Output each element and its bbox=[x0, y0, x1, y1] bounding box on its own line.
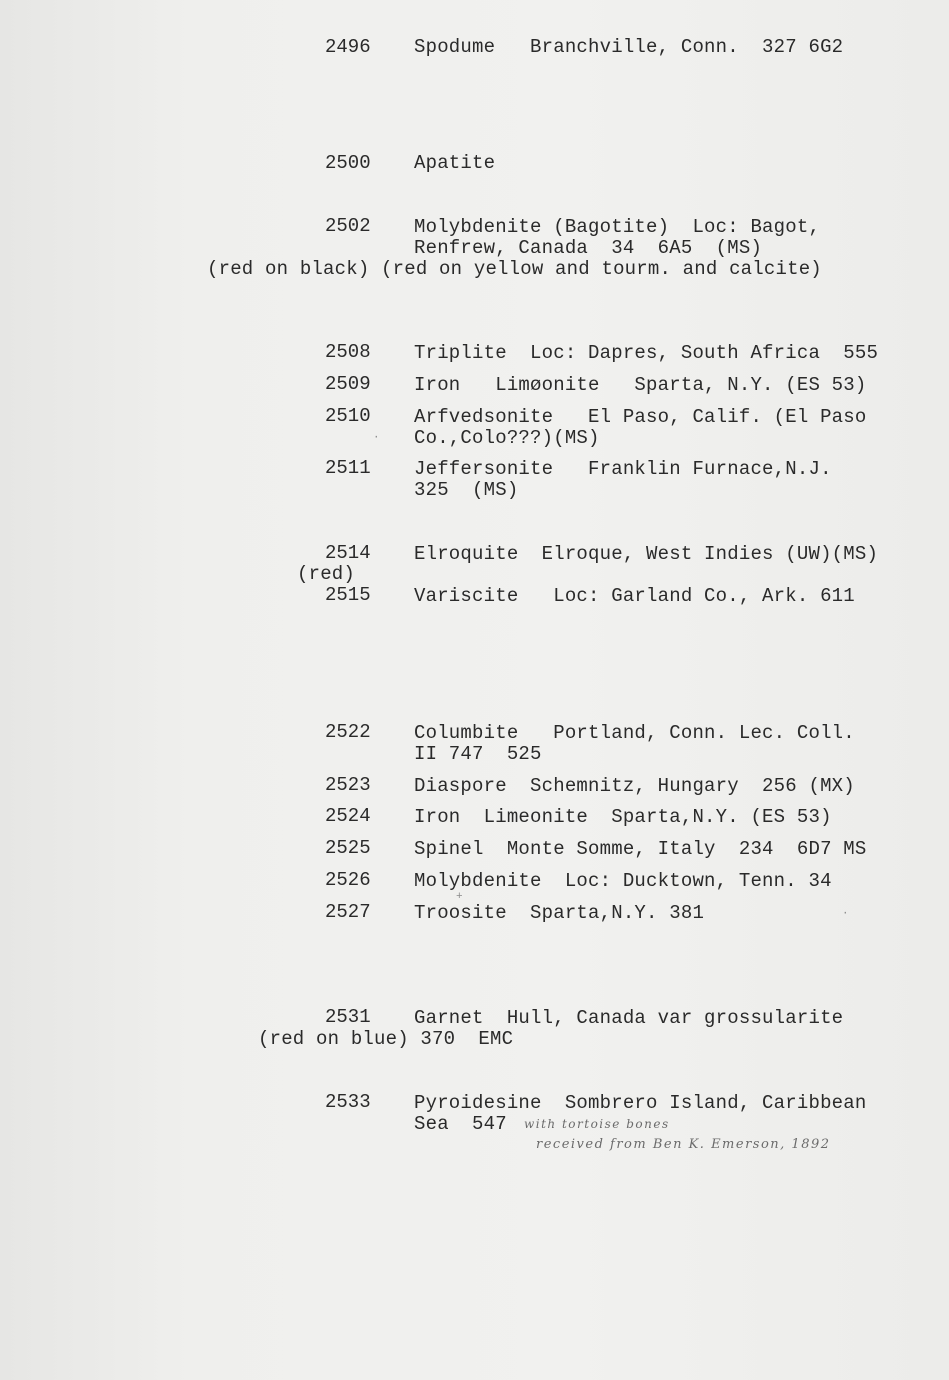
entry-text: Apatite bbox=[414, 152, 496, 174]
entry-text: Spinel Monte Somme, Italy 234 6D7 MS bbox=[414, 838, 867, 860]
entry-text-continued: 325 (MS) bbox=[414, 479, 519, 501]
entry-text: Molybdenite Loc: Ducktown, Tenn. 34 bbox=[414, 870, 832, 892]
entry-number: 2511 bbox=[325, 457, 371, 479]
entry-text: Variscite Loc: Garland Co., Ark. 611 bbox=[414, 585, 855, 607]
entry-number: 2510 bbox=[325, 405, 371, 427]
entry-text: Diaspore Schemnitz, Hungary 256 (MX) bbox=[414, 775, 855, 797]
entry-number: 2496 bbox=[325, 36, 371, 58]
entry-text: Garnet Hull, Canada var grossularite bbox=[414, 1007, 844, 1029]
entry-text-continued: Co.,Colo???)(MS) bbox=[414, 427, 600, 449]
entry-text: Jeffersonite Franklin Furnace,N.J. bbox=[414, 458, 832, 480]
entry-number: 2515 bbox=[325, 584, 371, 606]
entry-number: 2525 bbox=[325, 837, 371, 859]
stray-mark: · bbox=[373, 432, 380, 444]
stray-mark: · bbox=[842, 908, 849, 920]
entry-text: Spodume Branchville, Conn. 327 6G2 bbox=[414, 36, 844, 58]
entry-number: 2502 bbox=[325, 215, 371, 237]
handwritten-note: received from Ben K. Emerson, 1892 bbox=[536, 1137, 831, 1152]
entry-text: Elroquite Elroque, West Indies (UW)(MS) bbox=[414, 543, 879, 565]
entry-text: Arfvedsonite El Paso, Calif. (El Paso bbox=[414, 406, 867, 428]
entry-text-continued: II 747 525 bbox=[414, 743, 542, 765]
entry-text-continued: Renfrew, Canada 34 6A5 (MS) bbox=[414, 237, 763, 259]
handwritten-note: with tortoise bones bbox=[524, 1117, 670, 1131]
entry-text: Troosite Sparta,N.Y. 381 bbox=[414, 902, 705, 924]
entry-number: 2500 bbox=[325, 152, 371, 174]
entry-number: 2531 bbox=[325, 1006, 371, 1028]
entry-text: Pyroidesine Sombrero Island, Caribbean bbox=[414, 1092, 867, 1114]
entry-text: Iron Limøonite Sparta, N.Y. (ES 53) bbox=[414, 374, 867, 396]
entry-number: 2526 bbox=[325, 869, 371, 891]
entry-number: 2522 bbox=[325, 721, 371, 743]
entry-text: Iron Limeonite Sparta,N.Y. (ES 53) bbox=[414, 806, 832, 828]
entry-label-note: (red on black) (red on yellow and tourm. and calcite) bbox=[207, 258, 822, 280]
entry-label-note: (red on blue) 370 EMC bbox=[258, 1028, 514, 1050]
entry-number: 2523 bbox=[325, 774, 371, 796]
entry-number: 2533 bbox=[325, 1091, 371, 1113]
entry-text: Columbite Portland, Conn. Lec. Coll. bbox=[414, 722, 855, 744]
entry-label-note: (red) bbox=[297, 563, 356, 585]
entry-number: 2527 bbox=[325, 901, 371, 923]
entry-text: Triplite Loc: Dapres, South Africa 555 bbox=[414, 342, 879, 364]
entry-number: 2514 bbox=[325, 542, 371, 564]
entry-text-continued: Sea 547 bbox=[414, 1113, 507, 1135]
pencil-mark: + bbox=[456, 891, 463, 903]
entry-number: 2524 bbox=[325, 805, 371, 827]
entry-text: Molybdenite (Bagotite) Loc: Bagot, bbox=[414, 216, 821, 238]
entry-number: 2509 bbox=[325, 373, 371, 395]
entry-number: 2508 bbox=[325, 341, 371, 363]
